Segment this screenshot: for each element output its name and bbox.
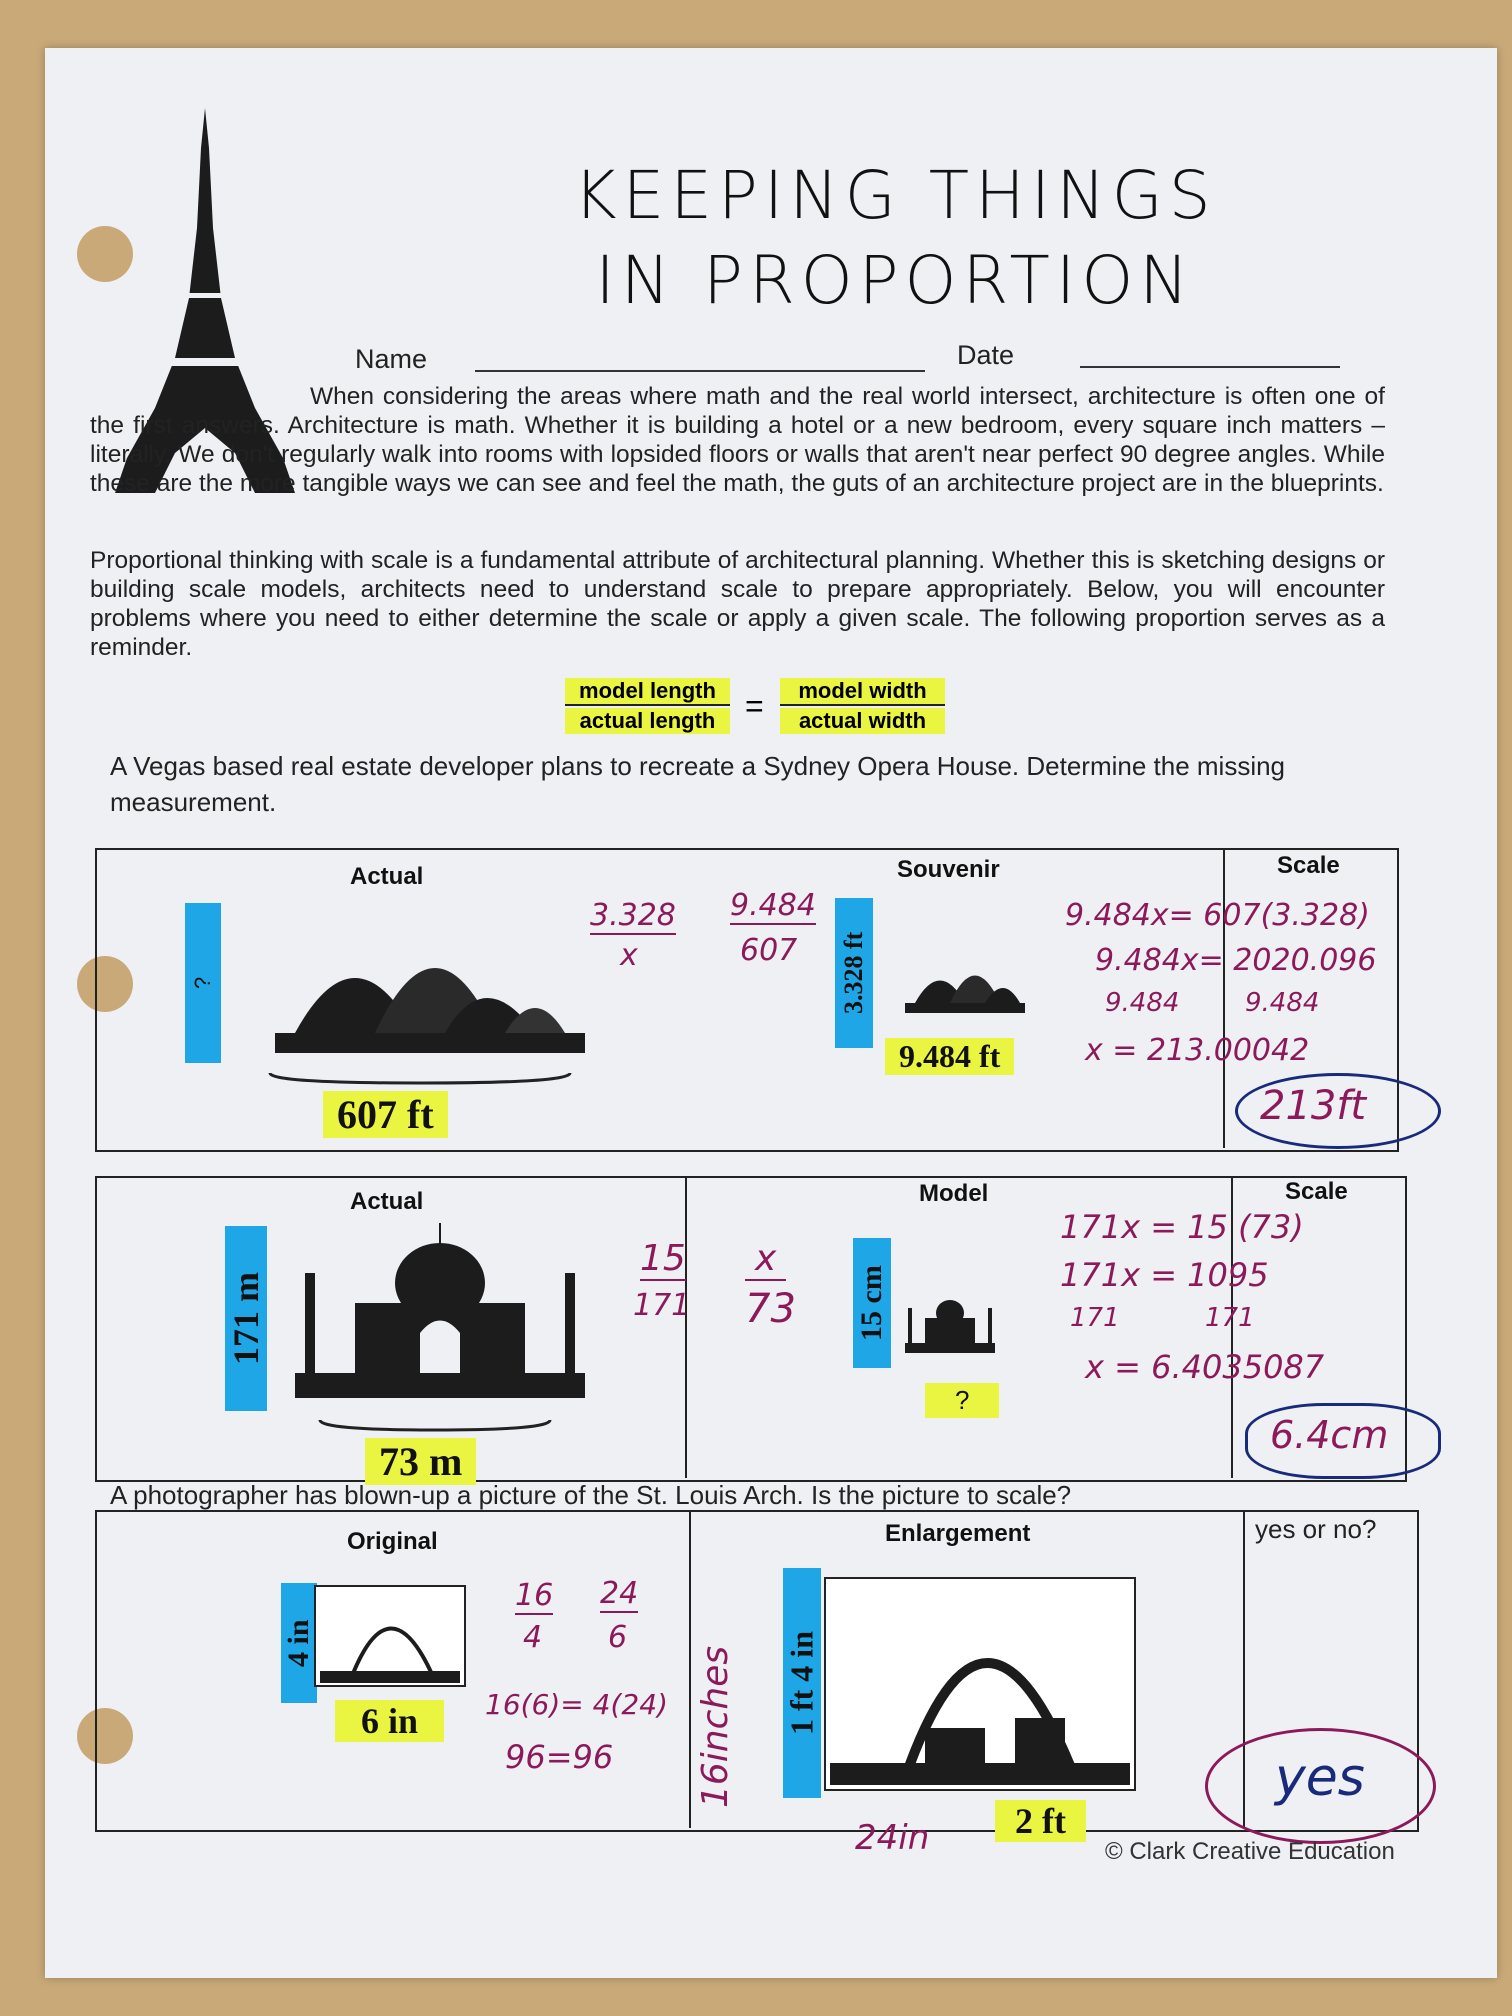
work-line: 9.484x= 607(3.328) [1065, 898, 1370, 933]
name-label: Name [355, 344, 428, 374]
problem1-scale-header: Scale [1277, 852, 1340, 879]
date-field[interactable] [1080, 366, 1340, 368]
problem1-model-width: 9.484 ft [885, 1038, 1014, 1075]
work-line: 171 [1205, 1303, 1255, 1333]
work-fraction: 6 [608, 1620, 628, 1655]
work-line: x = 213.00042 [1085, 1033, 1310, 1068]
st-louis-arch-large [825, 1578, 1135, 1798]
title-line-2: IN PROPORTION [595, 242, 1195, 319]
work-fraction: 4 [523, 1620, 543, 1655]
formula-equals: = [745, 688, 764, 724]
work-line: 96=96 [505, 1738, 614, 1776]
width-brace [320, 1420, 550, 1440]
work-fraction: x [620, 938, 638, 973]
work-line: 9.484 [1105, 988, 1180, 1018]
work-line: 171x = 15 (73) [1060, 1208, 1304, 1246]
name-field[interactable] [475, 370, 925, 372]
problem3-prompt: A photographer has blown-up a picture of the St. Louis Arch. Is the picture to scale? [110, 1480, 1072, 1510]
taj-mahal-large [295, 1213, 585, 1403]
formula-denominator-1: actual length [565, 708, 730, 734]
problem2-answer: 6.4cm [1270, 1413, 1389, 1457]
worksheet-page [45, 48, 1497, 1978]
problem2-model-height-tag: 15 cm [853, 1238, 891, 1368]
work-fraction: 171 [633, 1288, 691, 1323]
problem3-original-width: 6 in [335, 1700, 444, 1742]
work-line: 16(6)= 4(24) [485, 1688, 668, 1721]
problem3-original-height-tag: 4 in [281, 1583, 317, 1703]
problem1-model-height-tag: 3.328 ft [835, 898, 873, 1048]
problem3-width-note: 24in [855, 1818, 930, 1858]
work-line: 171x = 1095 [1060, 1256, 1269, 1294]
problem2-scale-header: Scale [1285, 1178, 1348, 1205]
problem1-answer: 213ft [1260, 1083, 1367, 1129]
copyright-footer: © Clark Creative Education [1105, 1838, 1395, 1865]
formula-denominator-2: actual width [780, 708, 945, 734]
formula-numerator-2: model width [780, 678, 945, 706]
problem1-actual-height-tag: ? [185, 903, 221, 1063]
divider [1223, 848, 1225, 1148]
work-fraction: 607 [740, 933, 798, 968]
problem2-model-header: Model [919, 1180, 989, 1207]
problem2-actual-height-tag: 171 m [225, 1226, 267, 1411]
problem1-model-header: Souvenir [897, 856, 1000, 883]
problem1-actual-width: 607 ft [323, 1091, 448, 1138]
work-fraction: x [745, 1238, 786, 1281]
st-louis-arch-small [315, 1586, 465, 1691]
problem3-enlargement-header: Enlargement [885, 1520, 1031, 1547]
problem3-answer: yes [1275, 1748, 1365, 1808]
problem2-model-width: ? [925, 1383, 999, 1418]
work-line: 9.484x= 2020.096 [1095, 943, 1377, 978]
work-fraction: 9.484 [730, 888, 816, 923]
date-label: Date [957, 340, 1015, 370]
work-fraction: 73 [745, 1286, 796, 1332]
sydney-opera-house-large [265, 903, 585, 1063]
problem3-side-note: 16inches [695, 1645, 736, 1808]
proportion-formula [565, 678, 985, 748]
problem2-actual-header: Actual [350, 1188, 424, 1215]
problem2-actual-width: 73 m [365, 1438, 476, 1485]
work-fraction: 16 [515, 1578, 554, 1613]
width-brace [270, 1073, 570, 1093]
divider [685, 1176, 687, 1478]
problem3-original-header: Original [347, 1528, 438, 1555]
work-line: 9.484 [1245, 988, 1320, 1018]
work-line: 171 [1070, 1303, 1120, 1333]
problem1-actual-header: Actual [350, 863, 424, 890]
title-line-1: KEEPING THINGS [573, 157, 1217, 234]
intro-paragraph-2: Proportional thinking with scale is a fundamental attribute of architectural planning. Whether this is sketching designs or building scale models, architects need to understand scale to prepare appropriately. Below, you will encounter problems where you need to either determine the scale or apply a given scale. The following proportion serves as a reminder. [90, 547, 1385, 661]
work-line: x = 6.4035087 [1085, 1348, 1325, 1386]
problem3-enlargement-height-tag: 1 ft 4 in [783, 1568, 821, 1798]
intro-paragraph-1: When considering the areas where math and the real world intersect, architecture is often one of the first answers. Architecture is math. Whether it is building a hotel or a new bedroom, every square inch matters – literally. We don't regularly walk into rooms with lopsided floors or walls that aren't near perfect 90 degree angles. While these are the more tangible ways we can see and feel the math, the guts of an architecture project are in the blueprints. [90, 383, 1385, 497]
problem3-answer-header: yes or no? [1255, 1514, 1377, 1544]
work-fraction: 15 [640, 1238, 686, 1279]
problem1-prompt: A Vegas based real estate developer plans to recreate a Sydney Opera House. Determine the missing measurement. [110, 751, 1286, 817]
work-fraction: 24 [600, 1576, 639, 1611]
work-fraction: 3.328 [590, 898, 676, 933]
divider [689, 1510, 691, 1828]
formula-numerator-1: model length [565, 678, 730, 706]
problem3-enlargement-width: 2 ft [995, 1800, 1086, 1842]
taj-mahal-small [905, 1288, 995, 1358]
sydney-opera-house-small [905, 948, 1025, 1018]
